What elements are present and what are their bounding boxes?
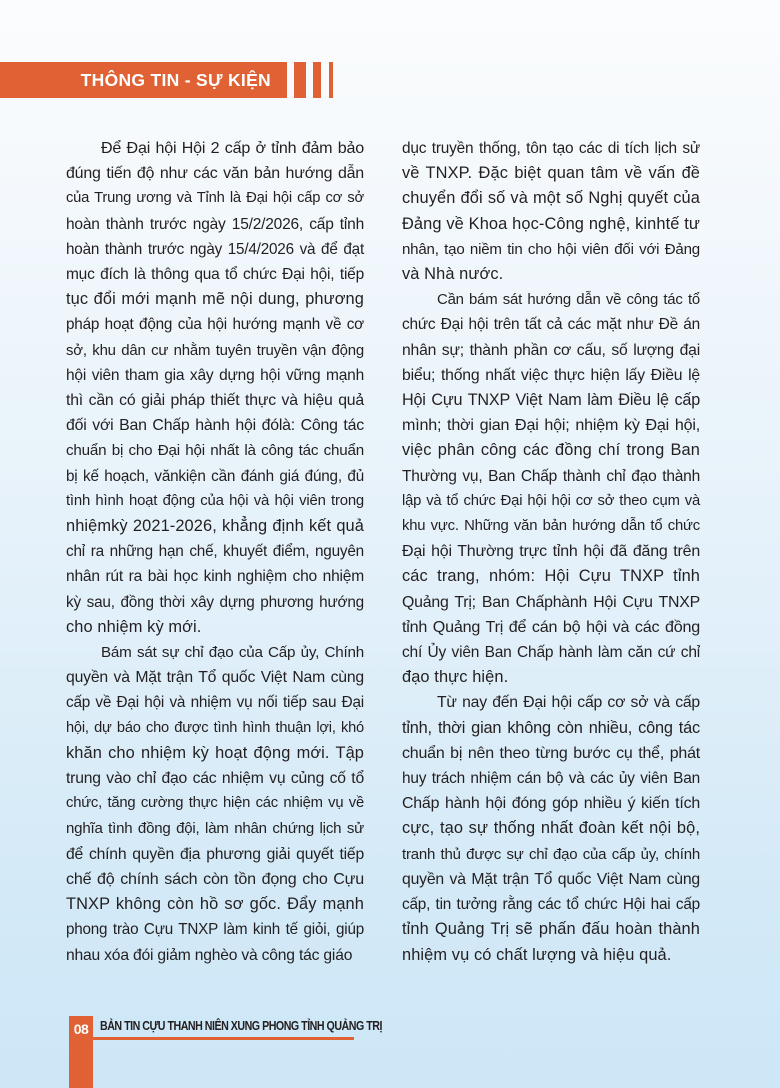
text-line: cho nhiệm kỳ mới. [66, 617, 202, 636]
text-line: tục đổi mới mạnh mẽ nội dung, phương [66, 290, 364, 309]
article-paragraph [402, 287, 700, 690]
text-line: tỉnh Quảng Trị để cán bộ hội và các đồng [402, 617, 700, 636]
text-line: đúng tiến độ như các văn bản hướng dẫn [66, 165, 364, 183]
text-line: chí Ủy viên Ban Chấp hành làm căn cứ chỉ [402, 644, 700, 662]
text-line: nghĩa tình đồng đội, làm nhân chứng lịch sử [66, 820, 364, 838]
text-line: chuẩn bị cho Đại hội nhất là công tác chuẩn [66, 442, 364, 460]
text-line: mình; thời gian Đại hội; nhiệm kỳ Đại hội, [402, 416, 700, 435]
text-line: Cần bám sát hướng dẫn về công tác tổ [437, 291, 700, 309]
text-line: quyền và Mặt trận Tổ quốc Việt Nam cùng [66, 669, 364, 687]
text-line: kỳ sau, đồng thời xây dựng phương hướng [66, 593, 364, 611]
text-line: để chính quyền địa phương giải quyết tiếp [66, 845, 364, 863]
text-line: huy trách nhiệm cán bộ và các ủy viên Ban [402, 770, 700, 788]
text-line: nhân rút ra bài học kinh nghiệm cho nhiệm [66, 568, 364, 586]
text-line: hội, dự báo cho được tình hình thuận lợi, khó [66, 719, 364, 736]
text-line: cấp, tin tưởng rằng các tổ chức Hội hai cấp [402, 896, 700, 914]
text-line: quyền và Mặt trận Tổ quốc Việt Nam cùng [402, 870, 700, 888]
text-line: tình hình hoạt động của hội và hội viên trong [66, 492, 364, 509]
text-line: Chấp hành hội đóng góp nhiều ý kiến tích [402, 795, 700, 813]
text-line: Đại hội Thường trực tỉnh hội đã đăng trên [402, 543, 700, 561]
text-line: nhau xóa đói giảm nghèo và công tác giáo [66, 946, 353, 964]
section-banner [0, 62, 287, 98]
page-number: 08 [73, 1021, 89, 1037]
publication-title: BẢN TIN CỰU THANH NIÊN XUNG PHONG TỈNH QUẢNG TRỊ [100, 1018, 382, 1033]
text-line: khăn cho nhiệm kỳ hoạt động mới. Tập [66, 743, 364, 762]
page-number-block [69, 1016, 93, 1088]
text-line: Bám sát sự chỉ đạo của Cấp ủy, Chính [101, 644, 364, 662]
text-line: Thường vụ, Ban Chấp thành chỉ đạo thành [402, 467, 700, 485]
text-line: việc phân công các đồng chí trong Ban [402, 441, 700, 460]
text-line: đối với Ban Chấp hành hội đólà: Công tác [66, 417, 364, 435]
article-paragraph [402, 690, 700, 967]
section-title: THÔNG TIN - SỰ KIỆN [80, 70, 271, 90]
text-line: sở, khu dân cư nhằm tuyên truyền vận động [66, 341, 364, 359]
text-line: tỉnh Quảng Trị sẽ phấn đấu hoàn thành [402, 920, 700, 939]
footer-divider [93, 1037, 354, 1040]
text-line: chuyển đổi số và một số Nghị quyết của [402, 189, 700, 208]
text-line: chế độ chính sách còn tồn đọng cho Cựu [66, 869, 364, 888]
banner-stripe [313, 62, 321, 98]
text-line: pháp hoạt động của hội hướng mạnh về cơ [66, 316, 364, 334]
article-column-right [402, 136, 700, 968]
text-line: nhiệm vụ có chất lượng và hiệu quả. [402, 945, 672, 964]
text-line: chức, tăng cường thực hiện các nhiệm vụ về [66, 795, 364, 812]
text-line: các trang, nhóm: Hội Cựu TNXP tỉnh [402, 567, 700, 586]
text-line: Hội Cựu TNXP Việt Nam làm Điều lệ cấp [402, 391, 700, 410]
text-line: cấp về Đại hội và nhiệm vụ nối tiếp sau Đại [66, 694, 364, 712]
text-line: Để Đại hội Hội 2 cấp ở tỉnh đảm bảo [101, 139, 364, 157]
text-line: nhân, tạo niềm tin cho hội viên đối với Đảng [402, 240, 700, 258]
banner-stripe [329, 62, 333, 98]
text-line: nhân sự; thành phần cơ cấu, số lượng đại [402, 341, 700, 359]
text-line: đạo thực hiện. [402, 668, 509, 687]
text-line: bị kế hoạch, vănkiện cần đánh giá đúng, đủ [66, 467, 364, 485]
text-line: trung vào chỉ đạo các nhiệm vụ củng cố tổ [66, 770, 364, 788]
text-line: hội viên tham gia xây dựng hội vững mạnh [66, 366, 364, 384]
text-line: mục đích là thông qua tổ chức Đại hội, tiếp [66, 266, 364, 284]
text-line: của Trung ương và Tỉnh là Đại hội cấp cơ sở [66, 190, 364, 207]
article-paragraph [66, 136, 364, 640]
article-paragraph [402, 136, 700, 287]
text-line: hoàn thành trước ngày 15/4/2026 và để đạt [66, 240, 364, 258]
text-line: cực, tạo sự thống nhất đoàn kết nội bộ, [402, 819, 700, 838]
text-line: chuẩn bị nên theo từng bước cụ thể, phát [402, 744, 700, 762]
text-line: dục truyền thống, tôn tạo các di tích lịch sử [402, 140, 700, 157]
text-line: chỉ ra những hạn chế, khuyết điểm, nguyên [66, 543, 364, 561]
text-line: phong trào Cựu TNXP làm kinh tế giỏi, giúp [66, 921, 364, 939]
text-line: nhiệmkỳ 2021-2026, khẳng định kết quả [66, 517, 364, 536]
text-line: Quảng Trị; Ban Chấphành Hội Cựu TNXP [402, 593, 700, 611]
text-line: và Nhà nước. [402, 265, 504, 284]
text-line: tranh thủ được sự chỉ đạo của cấp ủy, chính [402, 845, 700, 863]
banner-stripe [294, 62, 306, 98]
text-line: Từ nay đến Đại hội cấp cơ sở và cấp [437, 694, 700, 712]
text-line: biểu; thống nhất việc thực hiện lấy Điều lệ [402, 366, 700, 384]
text-line: lập và tổ chức Đại hội hội cơ sở theo cụm và [402, 492, 700, 509]
article-paragraph [66, 640, 364, 968]
text-line: tỉnh, thời gian không còn nhiều, công tác [402, 718, 700, 737]
text-line: chức Đại hội trên tất cả các mặt như Đề án [402, 316, 700, 334]
text-line: thì cần có giải pháp thiết thực và hiệu quả [66, 392, 364, 410]
text-line: khu vực. Những văn bản hướng dẫn tổ chức [402, 518, 700, 535]
article-column-left [66, 136, 364, 968]
text-line: Đảng về Khoa học-Công nghệ, kinhtế tư [402, 214, 700, 233]
text-line: hoàn thành trước ngày 15/2/2026, cấp tỉnh [66, 215, 364, 233]
text-line: về TNXP. Đặc biệt quan tâm về vấn đề [402, 164, 700, 183]
text-line: TNXP không còn hồ sơ gốc. Đẩy mạnh [66, 895, 364, 914]
